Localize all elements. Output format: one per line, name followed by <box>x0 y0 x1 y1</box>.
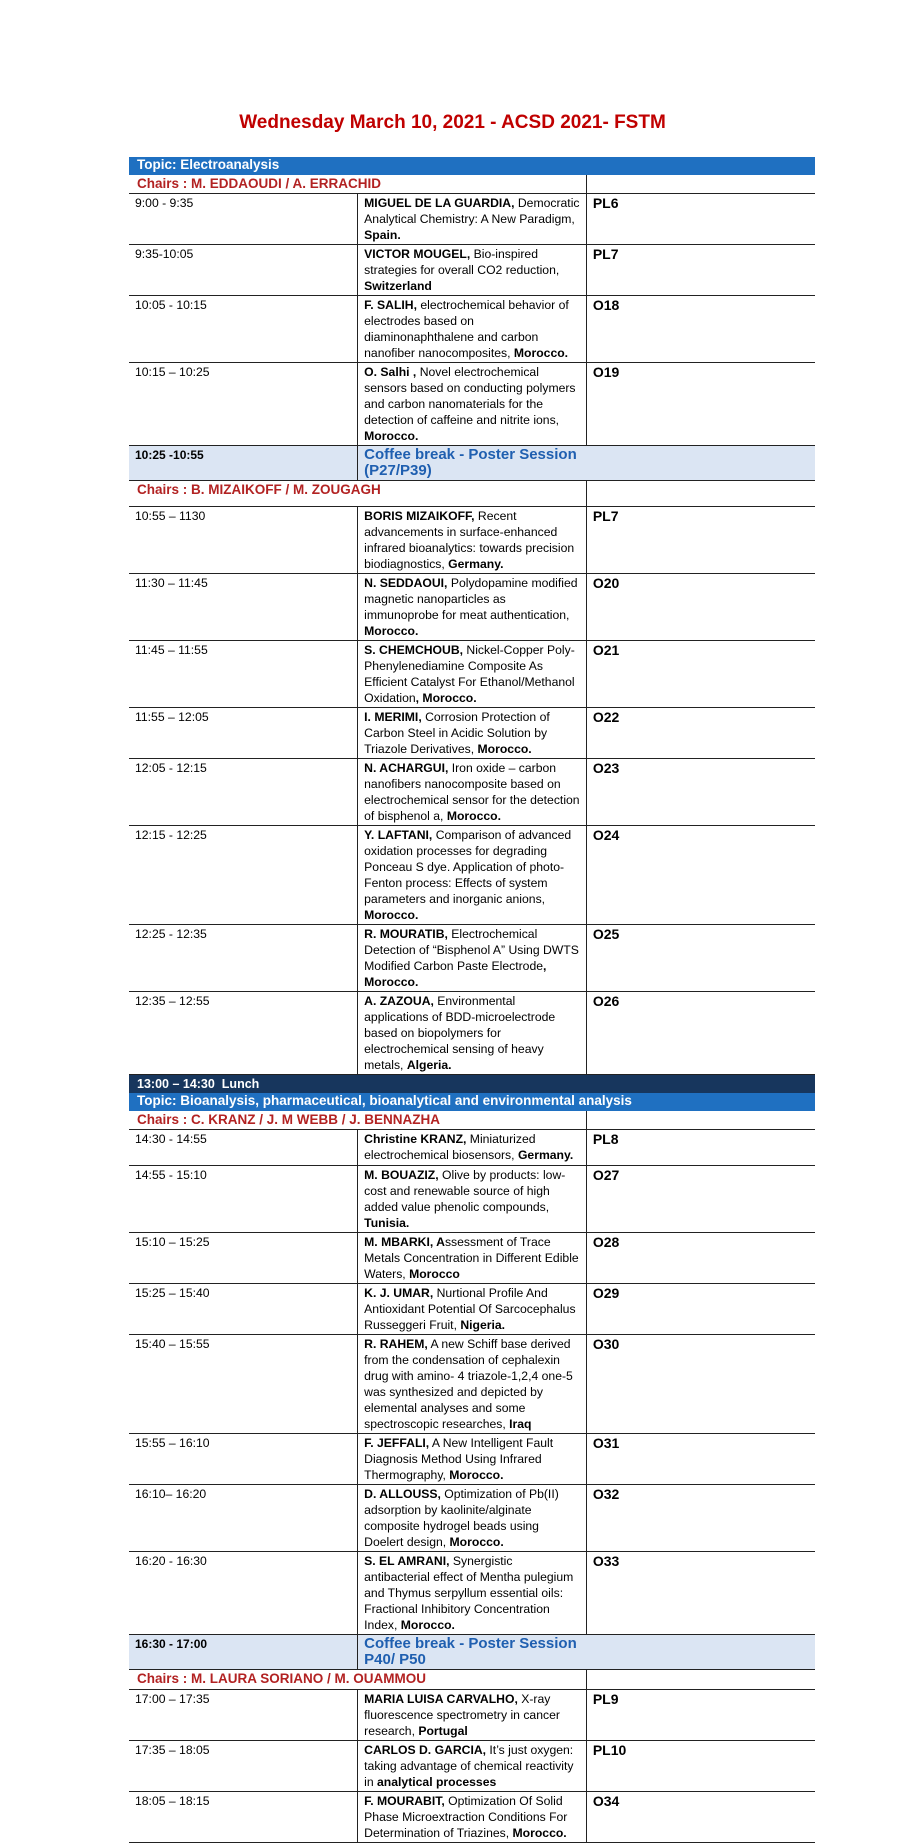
talk-speaker: F. JEFFALI, <box>364 1436 430 1450</box>
break-time: 16:30 - 17:00 <box>129 1635 358 1670</box>
talk-body <box>358 1335 587 1434</box>
talk-title: Recent advancements in surface-enhanced infrared bioanalytics: towards precision biodiagnostics, <box>364 509 575 571</box>
talk-country: Germany. <box>448 557 504 571</box>
talk-title: ssessment of Trace Metals Concentration in Different Edible Waters, <box>364 1235 579 1281</box>
talk-speaker: M. MBARKI, A <box>364 1235 445 1249</box>
talk-time: 14:30 - 14:55 <box>129 1130 358 1166</box>
talk-title: Environmental applications of BDD-microelectrode based on biopolymers for electrochemical sensing of heavy metals, <box>364 994 556 1072</box>
talk-row <box>129 1284 815 1335</box>
chairs-row <box>129 1670 815 1690</box>
talk-code: O19 <box>586 363 815 446</box>
talk-body <box>358 641 587 708</box>
schedule-table <box>129 157 815 1843</box>
talk-code: O21 <box>586 641 815 708</box>
talk-time: 17:00 – 17:35 <box>129 1690 358 1741</box>
talk-code: O24 <box>586 826 815 925</box>
lunch-cell <box>129 1075 815 1094</box>
talk-speaker: Y. LAFTANI, <box>364 828 433 842</box>
talk-body <box>358 992 587 1075</box>
talk-time: 15:55 – 16:10 <box>129 1434 358 1485</box>
talk-country: Morocco. <box>449 1468 504 1482</box>
talk-country: Morocco. <box>513 346 569 360</box>
talk-row <box>129 992 815 1075</box>
talk-title: Olive by products: low-cost and renewable source of high added value phenolic compounds, <box>364 1168 566 1214</box>
talk-speaker: F. MOURABIT, <box>364 1794 445 1808</box>
talk-time: 14:55 - 15:10 <box>129 1166 358 1233</box>
talk-body <box>358 245 587 296</box>
talk-speaker: D. ALLOUSS, <box>364 1487 441 1501</box>
talk-time: 12:25 - 12:35 <box>129 925 358 992</box>
talk-body <box>358 708 587 759</box>
talk-row <box>129 925 815 992</box>
talk-time: 15:40 – 15:55 <box>129 1335 358 1434</box>
talk-code: O26 <box>586 992 815 1075</box>
talk-row <box>129 245 815 296</box>
talk-speaker: BORIS MIZAIKOFF, <box>364 509 475 523</box>
talk-title: electrochemical behavior of electrodes based on diaminonaphthalene and carbon nanofiber nanocomposites, <box>364 298 569 360</box>
talk-country: Tunisia. <box>364 1216 410 1230</box>
talk-country: Morocco. <box>449 1535 504 1549</box>
chairs-label: Chairs : M. EDDAOUDI / A. ERRACHID <box>129 175 586 194</box>
talk-body <box>358 1485 587 1552</box>
talk-row <box>129 708 815 759</box>
talk-time: 16:10– 16:20 <box>129 1485 358 1552</box>
break-row <box>129 446 815 481</box>
talk-row <box>129 1485 815 1552</box>
page-title: Wednesday March 10, 2021 - ACSD 2021- FSTM <box>239 112 666 133</box>
talk-code: PL7 <box>586 507 815 574</box>
talk-time: 16:20 - 16:30 <box>129 1552 358 1635</box>
talk-title: X-ray fluorescence spectrometry in cancer research, <box>364 1692 560 1738</box>
talk-country: Portugal <box>418 1724 468 1738</box>
talk-time: 10:55 – 1130 <box>129 507 358 574</box>
talk-code: O23 <box>586 759 815 826</box>
talk-code: O30 <box>586 1335 815 1434</box>
talk-speaker: MARIA LUISA CARVALHO, <box>364 1692 518 1706</box>
talk-title: Polydopamine modified magnetic nanoparticles as immunoprobe for meat authentication, <box>364 576 578 622</box>
talk-code: PL6 <box>586 194 815 245</box>
talk-country: Algeria. <box>406 1058 452 1072</box>
break-row <box>129 1635 815 1670</box>
talk-row <box>129 759 815 826</box>
talk-time: 18:05 – 18:15 <box>129 1792 358 1843</box>
talk-code: O22 <box>586 708 815 759</box>
talk-country: Morocco. <box>400 1618 455 1632</box>
break-code-cell <box>586 1635 815 1670</box>
talk-time: 9:00 - 9:35 <box>129 194 358 245</box>
talk-title: Comparison of advanced oxidation processes for degrading Ponceau S dye. Application of photo-Fenton process: Effects of system parameters and inorganic anions, <box>364 828 572 906</box>
talk-country: Nigeria. <box>460 1318 506 1332</box>
talk-country: , Morocco. <box>415 691 477 705</box>
talk-row <box>129 1233 815 1284</box>
chairs-row <box>129 175 815 194</box>
talk-body <box>358 574 587 641</box>
talk-country: Switzerland <box>364 279 432 293</box>
talk-code: O20 <box>586 574 815 641</box>
talk-country: Morocco. <box>364 908 419 922</box>
talk-time: 12:35 – 12:55 <box>129 992 358 1075</box>
talk-title: Democratic Analytical Chemistry: A New Paradigm, <box>364 196 580 226</box>
talk-country: analytical processes <box>377 1775 497 1789</box>
talk-row <box>129 1792 815 1843</box>
talk-title: Nurtional Profile And Antioxidant Potential Of Sarcocephalus Russeggeri Fruit, <box>364 1286 576 1332</box>
talk-country: Morocco. <box>477 742 532 756</box>
break-code-cell <box>586 446 815 481</box>
talk-row <box>129 507 815 574</box>
talk-body <box>358 1284 587 1335</box>
talk-title: Novel electrochemical sensors based on conducting polymers and carbon nanomaterials for the detection of caffeine and nitrite ions, <box>364 365 576 427</box>
chairs-label: Chairs : C. KRANZ / J. M WEBB / J. BENNAZHA <box>129 1111 586 1130</box>
chairs-row <box>129 481 815 507</box>
talk-body <box>358 1690 587 1741</box>
talk-row <box>129 1434 815 1485</box>
talk-title: Iron oxide – carbon nanofibers nanocomposite based on electrochemical sensor for the detection of bisphenol a, <box>364 761 580 823</box>
talk-speaker: CARLOS D. GARCIA, <box>364 1743 487 1757</box>
talk-body <box>358 507 587 574</box>
talk-country: Morocco. <box>364 429 419 443</box>
talk-row <box>129 296 815 363</box>
talk-row <box>129 1741 815 1792</box>
talk-row <box>129 574 815 641</box>
talk-title: A new Schiff base derived from the condensation of cephalexin drug with amino- 4 triazole-1,2,4 one-5 was synthesized and depicted by elemental analyses and some spectroscopic researches, <box>364 1337 573 1431</box>
break-label: Coffee break - Poster Session (P27/P39) <box>358 446 587 481</box>
talk-row <box>129 1690 815 1741</box>
talk-row <box>129 1552 815 1635</box>
talk-body <box>358 1434 587 1485</box>
talk-speaker: F. SALIH, <box>364 298 417 312</box>
talk-speaker: K. J. UMAR, <box>364 1286 434 1300</box>
talk-code: PL10 <box>586 1741 815 1792</box>
talk-row <box>129 641 815 708</box>
talk-time: 11:45 – 11:55 <box>129 641 358 708</box>
topic-heading: Topic: Bioanalysis, pharmaceutical, bioanalytical and environmental analysis <box>129 1093 815 1111</box>
talk-body <box>358 363 587 446</box>
chairs-label: Chairs : B. MIZAIKOFF / M. ZOUGAGH <box>129 481 586 507</box>
talk-speaker: N. SEDDAOUI, <box>364 576 448 590</box>
break-time: 10:25 -10:55 <box>129 446 358 481</box>
talk-time: 10:05 - 10:15 <box>129 296 358 363</box>
talk-title: Nickel-Copper Poly-Phenylenediamine Composite As Efficient Catalyst For Ethanol/Methanol Oxidation <box>364 643 575 705</box>
talk-code: O27 <box>586 1166 815 1233</box>
talk-title: Synergistic antibacterial effect of Mentha pulegium and Thymus serpyllum essential oils: Fractional Inhibitory Concentration Index, <box>364 1554 574 1632</box>
talk-country: Germany. <box>517 1148 574 1162</box>
talk-row <box>129 826 815 925</box>
lunch-time: 13:00 – 14:30 <box>137 1077 215 1091</box>
talk-row <box>129 1130 815 1166</box>
talk-speaker: I. MERIMI, <box>364 710 422 724</box>
talk-speaker: R. RAHEM, <box>364 1337 428 1351</box>
talk-code: PL7 <box>586 245 815 296</box>
talk-body <box>358 1741 587 1792</box>
talk-speaker: Christine KRANZ, <box>364 1132 467 1146</box>
chairs-code-cell <box>586 481 815 507</box>
talk-time: 9:35-10:05 <box>129 245 358 296</box>
talk-country: Spain. <box>364 228 401 242</box>
talk-title: Optimization Of Solid Phase Microextraction Conditions For Determination of Triazines, <box>364 1794 568 1840</box>
talk-code: O34 <box>586 1792 815 1843</box>
talk-speaker: N. ACHARGUI, <box>364 761 449 775</box>
talk-title: Corrosion Protection of Carbon Steel in Acidic Solution by Triazole Derivatives, <box>364 710 550 756</box>
talk-country: Morocco. <box>364 624 419 638</box>
chairs-code-cell <box>586 1670 815 1690</box>
talk-body <box>358 1792 587 1843</box>
talk-body <box>358 759 587 826</box>
talk-time: 10:15 – 10:25 <box>129 363 358 446</box>
talk-country: Morocco <box>409 1267 460 1281</box>
talk-time: 12:05 - 12:15 <box>129 759 358 826</box>
talk-speaker: VICTOR MOUGEL, <box>364 247 471 261</box>
talk-time: 11:30 – 11:45 <box>129 574 358 641</box>
talk-row <box>129 1166 815 1233</box>
talk-time: 12:15 - 12:25 <box>129 826 358 925</box>
talk-body <box>358 1166 587 1233</box>
talk-time: 17:35 – 18:05 <box>129 1741 358 1792</box>
chairs-code-cell <box>586 1111 815 1130</box>
talk-title: Miniaturized electrochemical biosensors, <box>364 1132 536 1162</box>
talk-title: It’s just oxygen: taking advantage of chemical reactivity in <box>364 1743 574 1789</box>
lunch-row <box>129 1075 815 1094</box>
talk-code: PL8 <box>586 1130 815 1166</box>
chairs-row <box>129 1111 815 1130</box>
talk-speaker: O. Salhi , <box>364 365 417 379</box>
talk-title: Optimization of Pb(II) adsorption by kaolinite/alginate composite hydrogel beads using Doelert design, <box>364 1487 559 1549</box>
talk-code: O32 <box>586 1485 815 1552</box>
talk-speaker: R. MOURATIB, <box>364 927 448 941</box>
talk-code: O28 <box>586 1233 815 1284</box>
talk-body <box>358 1552 587 1635</box>
talk-country: , Morocco. <box>364 959 547 989</box>
talk-row <box>129 363 815 446</box>
talk-body <box>358 296 587 363</box>
talk-country: Morocco. <box>446 809 501 823</box>
talk-country: Morocco. <box>512 1826 567 1840</box>
lunch-label: Lunch <box>221 1077 260 1091</box>
talk-speaker: S. CHEMCHOUB, <box>364 643 464 657</box>
talk-speaker: S. EL AMRANI, <box>364 1554 450 1568</box>
talk-time: 15:25 – 15:40 <box>129 1284 358 1335</box>
topic-row <box>129 157 815 175</box>
chairs-code-cell <box>586 175 815 194</box>
talk-row <box>129 1335 815 1434</box>
talk-code: O25 <box>586 925 815 992</box>
talk-title: Bio-inspired strategies for overall CO2 reduction, <box>364 247 560 277</box>
topic-heading: Topic: Electroanalysis <box>129 157 815 175</box>
talk-code: O29 <box>586 1284 815 1335</box>
talk-body <box>358 925 587 992</box>
talk-title: A New Intelligent Fault Diagnosis Method Using Infrared Thermography, <box>364 1436 554 1482</box>
talk-code: PL9 <box>586 1690 815 1741</box>
talk-body <box>358 1233 587 1284</box>
talk-speaker: M. BOUAZIZ, <box>364 1168 439 1182</box>
break-label: Coffee break - Poster Session P40/ P50 <box>358 1635 587 1670</box>
talk-country: Iraq <box>509 1417 532 1431</box>
talk-body <box>358 826 587 925</box>
talk-title: Electrochemical Detection of “Bisphenol A” Using DWTS Modified Carbon Paste Electrode <box>364 927 579 973</box>
talk-time: 11:55 – 12:05 <box>129 708 358 759</box>
talk-code: O18 <box>586 296 815 363</box>
talk-row <box>129 194 815 245</box>
talk-speaker: MIGUEL DE LA GUARDIA, <box>364 196 515 210</box>
talk-code: O31 <box>586 1434 815 1485</box>
talk-speaker: A. ZAZOUA, <box>364 994 434 1008</box>
talk-time: 15:10 – 15:25 <box>129 1233 358 1284</box>
topic-row <box>129 1093 815 1111</box>
talk-code: O33 <box>586 1552 815 1635</box>
talk-body <box>358 194 587 245</box>
talk-body <box>358 1130 587 1166</box>
chairs-label: Chairs : M. LAURA SORIANO / M. OUAMMOU <box>129 1670 586 1690</box>
